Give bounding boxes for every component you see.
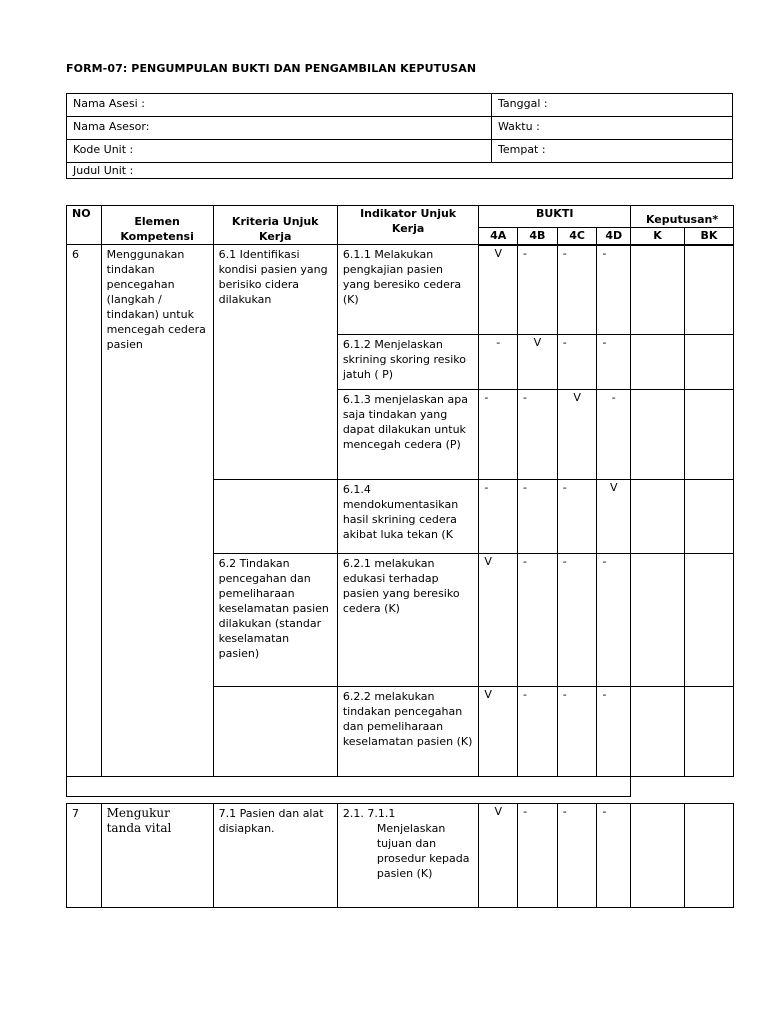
keputusan-k[interactable] — [631, 554, 685, 687]
elemen-kompetensi: Menggunakan tindakan pencegahan (langkah / tindakan) untuk mencegah cedera pasien — [101, 245, 213, 777]
keputusan-bk[interactable] — [685, 390, 734, 480]
mark-4b: - — [518, 245, 558, 335]
spacer-row — [67, 777, 631, 797]
nama-asesor-field[interactable]: Nama Asesor: — [67, 117, 492, 140]
header-kriteria: Kriteria Unjuk Kerja — [213, 206, 337, 245]
assessment-table — [66, 205, 734, 797]
judul-unit-field[interactable]: Judul Unit : — [67, 163, 733, 179]
keputusan-bk[interactable] — [685, 804, 734, 908]
keputusan-bk[interactable] — [685, 335, 734, 390]
header-elemen: Elemen Kompetensi — [101, 206, 213, 245]
keputusan-bk[interactable] — [685, 245, 734, 335]
form-title: FORM-07: PENGUMPULAN BUKTI DAN PENGAMBILAN KEPUTUSAN — [66, 62, 477, 75]
mark-4c: - — [557, 554, 597, 687]
header-4b: 4B — [518, 228, 558, 245]
mark-4c: - — [557, 245, 597, 335]
mark-4c: - — [557, 480, 597, 554]
keputusan-k[interactable] — [631, 335, 685, 390]
mark-4b: - — [518, 687, 558, 777]
header-k: K — [631, 228, 685, 245]
mark-4d: - — [597, 390, 631, 480]
header-keputusan: Keputusan* — [631, 206, 734, 228]
indikator-text: Menjelaskan tujuan dan prosedur kepada pasien (K) — [376, 822, 470, 880]
mark-4a: V — [479, 804, 518, 908]
indikator-cell — [337, 804, 479, 908]
mark-4a: V — [479, 245, 518, 335]
info-table — [66, 93, 733, 179]
mark-4b: - — [518, 804, 558, 908]
mark-4c: - — [557, 335, 597, 390]
kriteria-cell: 6.1 Identifikasi kondisi pasien yang berisiko cidera dilakukan — [213, 245, 337, 480]
mark-4a: - — [479, 390, 518, 480]
mark-4d: - — [597, 335, 631, 390]
keputusan-bk[interactable] — [685, 480, 734, 554]
kode-unit-field[interactable]: Kode Unit : — [67, 140, 492, 163]
mark-4b: V — [518, 335, 558, 390]
row-no: 6 — [67, 245, 102, 777]
indikator-prefix: 2.1. 7.1.1 — [342, 807, 396, 820]
waktu-field[interactable]: Waktu : — [492, 117, 733, 140]
mark-4d: V — [597, 480, 631, 554]
keputusan-k[interactable] — [631, 245, 685, 335]
mark-4a: V — [479, 554, 518, 687]
indikator-cell: 6.2.1 melakukan edukasi terhadap pasien yang beresiko cedera (K) — [337, 554, 479, 687]
kriteria-cell-empty — [213, 480, 337, 554]
mark-4b: - — [518, 390, 558, 480]
mark-4a: - — [479, 480, 518, 554]
kriteria-cell-empty — [213, 687, 337, 777]
header-4d: 4D — [597, 228, 631, 245]
indikator-cell: 6.1.2 Menjelaskan skrining skoring resiko jatuh ( P) — [337, 335, 479, 390]
keputusan-k[interactable] — [631, 390, 685, 480]
indikator-cell: 6.1.3 menjelaskan apa saja tindakan yang dapat dilakukan untuk mencegah cedera (P) — [337, 390, 479, 480]
tempat-field[interactable]: Tempat : — [492, 140, 733, 163]
keputusan-bk[interactable] — [685, 554, 734, 687]
header-bk: BK — [685, 228, 734, 245]
indikator-cell: 6.2.2 melakukan tindakan pencegahan dan pemeliharaan keselamatan pasien (K) — [337, 687, 479, 777]
keputusan-k[interactable] — [631, 804, 685, 908]
header-4a: 4A — [479, 228, 518, 245]
mark-4d: - — [597, 554, 631, 687]
indikator-cell: 6.1.4 mendokumentasikan hasil skrining cedera akibat luka tekan (K — [337, 480, 479, 554]
row-no: 7 — [67, 804, 102, 908]
kriteria-cell: 7.1 Pasien dan alat disiapkan. — [213, 804, 337, 908]
tanggal-field[interactable]: Tanggal : — [492, 94, 733, 117]
mark-4c: V — [557, 390, 597, 480]
mark-4d: - — [597, 687, 631, 777]
mark-4b: - — [518, 480, 558, 554]
mark-4d: - — [597, 804, 631, 908]
mark-4d: - — [597, 245, 631, 335]
header-indikator: Indikator Unjuk Kerja — [337, 206, 479, 245]
keputusan-k[interactable] — [631, 687, 685, 777]
mark-4b: - — [518, 554, 558, 687]
header-no: NO — [67, 206, 102, 245]
mark-4c: - — [557, 804, 597, 908]
mark-4c: - — [557, 687, 597, 777]
kriteria-cell: 6.2 Tindakan pencegahan dan pemeliharaan keselamatan pasien dilakukan (standar keselamatan pasien) — [213, 554, 337, 687]
keputusan-k[interactable] — [631, 480, 685, 554]
keputusan-bk[interactable] — [685, 687, 734, 777]
header-bukti: BUKTI — [479, 206, 631, 228]
elemen-kompetensi: Mengukur tanda vital — [101, 804, 213, 908]
indikator-cell: 6.1.1 Melakukan pengkajian pasien yang beresiko cedera (K) — [337, 245, 479, 335]
assessment-table-continued — [66, 803, 734, 908]
mark-4a: - — [479, 335, 518, 390]
header-4c: 4C — [557, 228, 597, 245]
nama-asesi-field[interactable]: Nama Asesi : — [67, 94, 492, 117]
mark-4a: V — [479, 687, 518, 777]
